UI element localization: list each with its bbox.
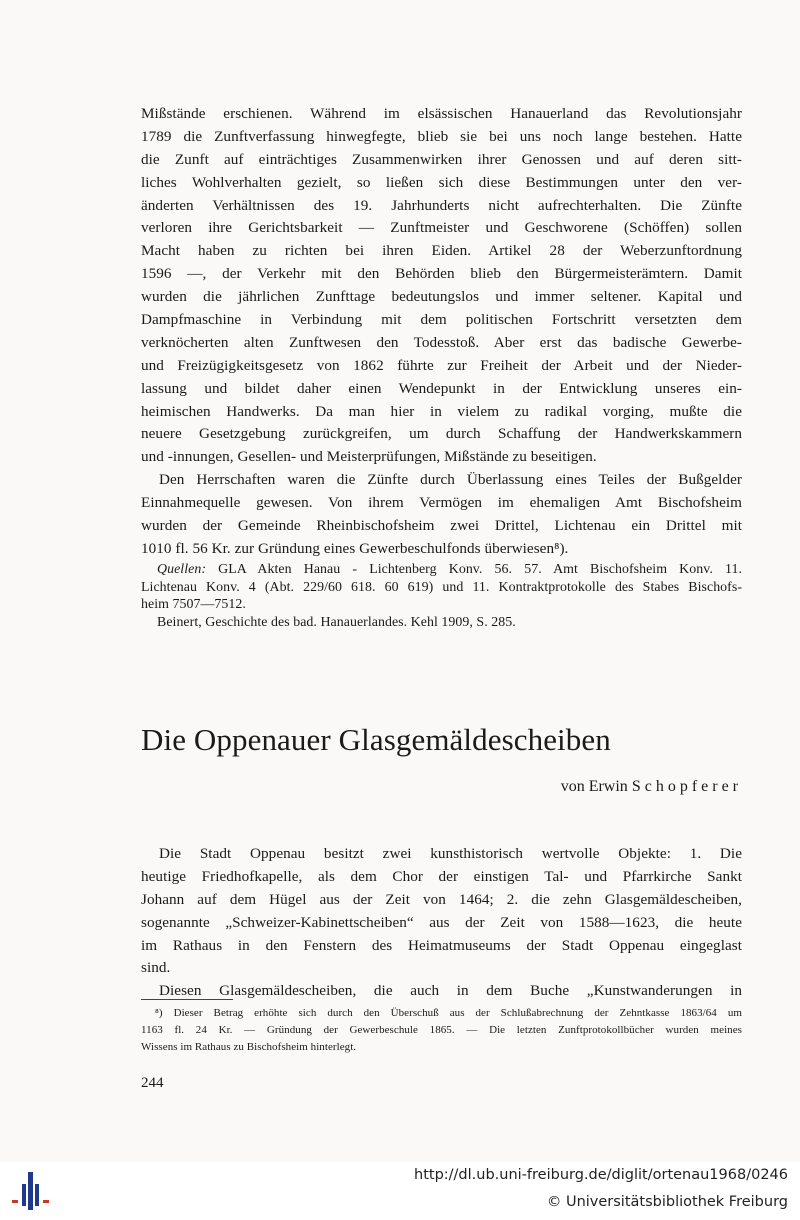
- text-line: Die Stadt Oppenau besitzt zwei kunsthistorisch wertvolle Objekte: 1. Die: [159, 845, 742, 862]
- article-author: [561, 775, 742, 799]
- text-line: und Freizügigkeitsgesetz von 1862 führte zur Freiheit der Arbeit und der Nieder-: [141, 356, 742, 374]
- author-surname: Schopferer: [631, 778, 742, 795]
- footnote-line: ⁸) Dieser Betrag erhöhte sich durch den Überschuß aus der Schlußabrechnung der Zehntkasse 1863/64 um: [155, 1007, 742, 1019]
- second-paragraph: [141, 469, 742, 561]
- text-line: heutige Friedhofkapelle, als dem Chor der einstigen Tal- und Pfarrkirche Sankt: [141, 867, 742, 885]
- sources-block: [141, 561, 742, 631]
- text-line: Lichtenau Konv. 4 (Abt. 229/60 618. 60 619) und 11. Kontraktprotokolle des Stabes Bischofs-: [141, 579, 742, 595]
- text-line: sogenannte „Schweizer-Kabinettscheiben“ aus der Zeit von 1588—1623, die heute: [141, 913, 742, 931]
- sources-first-line-text: GLA Akten Hanau - Lichtenberg Konv. 56. 57. Amt Bischofsheim Konv. 11.: [206, 562, 742, 577]
- text-line: Macht haben zu richten bei ihren Eiden. Artikel 28 der Weberzunftordnung: [141, 242, 742, 260]
- text-line: 1596 —, der Verkehr mit den Behörden blieb den Bürgermeisterämtern. Damit: [141, 265, 742, 283]
- author-prefix: von Erwin: [560, 778, 628, 795]
- text-line: Johann auf dem Hügel aus der Zeit von 1464; 2. die zehn Glasgemäldescheiben,: [141, 890, 742, 908]
- page-number: 244: [141, 1075, 164, 1091]
- sources-first-line: [141, 561, 742, 579]
- text-line: liches Wohlverhalten gezielt, so ließen sich diese Bestimmungen unter den ver-: [141, 173, 742, 191]
- body-paragraph: [141, 103, 742, 469]
- text-line: lassung und bildet daher einen Wendepunkt in der Entwicklung unseres ein-: [141, 379, 742, 397]
- text-line: 1789 die Zunftverfassung hinwegfegte, blieb sie bei uns noch lange bestehen. Hatte: [141, 127, 742, 145]
- article-paragraph: [141, 843, 742, 1003]
- copyright-text: © Universitätsbibliothek Freiburg: [546, 1194, 788, 1210]
- text-line: verloren ihre Gerichtsbarkeit — Zunftmeister und Geschworene (Schöffen) sollen: [141, 219, 742, 237]
- library-footer: [0, 1162, 800, 1220]
- source-url-link[interactable]: http://dl.ub.uni-freiburg.de/diglit/ortenau1968/0246: [414, 1167, 788, 1183]
- sources-second-entry: Beinert, Geschichte des bad. Hanauerlandes. Kehl 1909, S. 285.: [157, 614, 516, 630]
- footnotes: [141, 1005, 742, 1056]
- text-line: Dampfmaschine in Verbindung mit dem politischen Fortschritt versetzten dem: [141, 311, 742, 329]
- text-line: 1010 fl. 56 Kr. zur Gründung eines Gewerbeschulfonds überwiesen⁸).: [141, 539, 569, 557]
- text-line: und -innungen, Gesellen- und Meisterprüfungen, Mißstände zu beseitigen.: [141, 448, 597, 466]
- text-line: änderten Verhältnissen des 19. Jahrhunderts nicht aufrechterhalten. Die Zünfte: [141, 196, 742, 214]
- text-line: heimischen Handwerks. Da man hier in vielem zu radikal vorging, mußte die: [141, 402, 742, 420]
- text-line: sind.: [141, 959, 171, 977]
- footnote-line: Wissens im Rathaus zu Bischofsheim hinterlegt.: [141, 1041, 357, 1053]
- footnote-divider: [141, 999, 233, 1000]
- text-line: neuere Gesetzgebung zurückgreifen, um durch Schaffung der Handwerkskammern: [141, 425, 742, 443]
- text-line: Mißstände erschienen. Während im elsässischen Hanauerland das Revolutionsjahr: [141, 105, 742, 122]
- text-line: wurden die jährlichen Zunfttage bedeutungslos und immer seltener. Kapital und: [141, 288, 742, 306]
- text-line: die Zunft auf einträchtiges Zusammenwirken ihrer Genossen und auf deren sitt-: [141, 150, 742, 168]
- ub-freiburg-logo-icon: [10, 1170, 52, 1214]
- text-line: wurden der Gemeinde Rheinbischofsheim zwei Drittel, Lichtenau ein Drittel mit: [141, 516, 742, 534]
- sources-label: Quellen:: [157, 562, 206, 577]
- text-line: Einnahmequelle gewesen. Von ihrem Vermögen im ehemaligen Amt Bischofsheim: [141, 493, 742, 511]
- text-line: heim 7507—7512.: [141, 597, 246, 613]
- article-title: Die Oppenauer Glasgemäldescheiben: [141, 722, 611, 757]
- text-line: Diesen Glasgemäldescheiben, die auch in dem Buche „Kunstwanderungen in: [159, 982, 742, 1000]
- text-line: Den Herrschaften waren die Zünfte durch Überlassung eines Teiles der Bußgelder: [159, 471, 742, 488]
- footnote-line: 1163 fl. 24 Kr. — Gründung der Gewerbeschule 1865. — Die letzten Zunftprotokollbücher wurden meines: [141, 1024, 742, 1036]
- text-line: im Rathaus in den Fenstern des Heimatmuseums der Stadt Oppenau eingeglast: [141, 936, 742, 954]
- text-line: verknöcherten alten Zunftwesen den Todesstoß. Aber erst das badische Gewerbe-: [141, 333, 742, 351]
